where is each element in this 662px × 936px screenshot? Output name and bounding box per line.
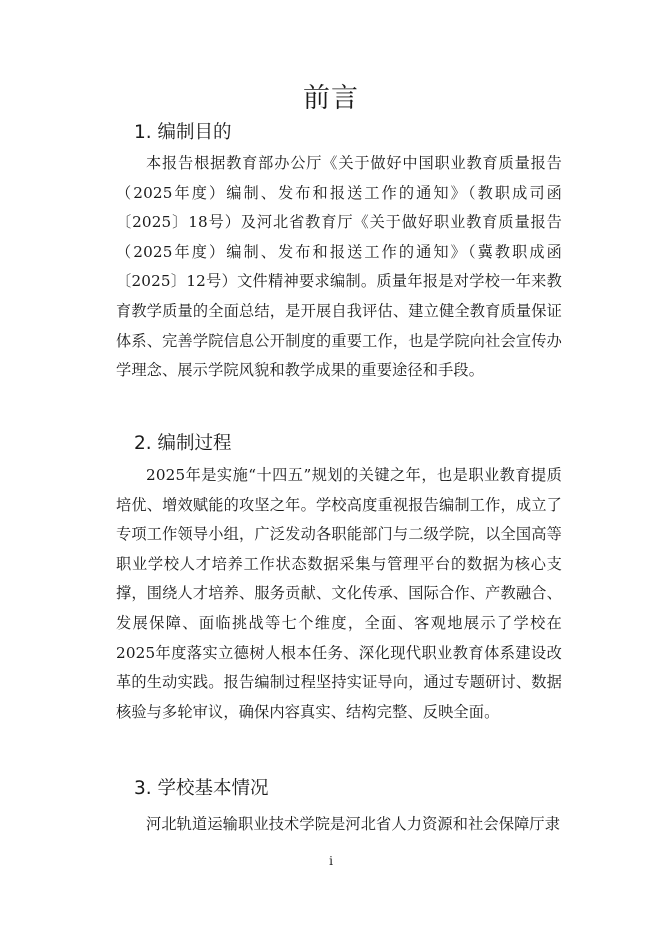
page-title: 前言	[303, 83, 359, 114]
section-paragraph-school-overview: 河北轨道运输职业技术学院是河北省人力资源和社会保障厅隶	[146, 815, 561, 833]
section-paragraph-process: 2025年是实施“十四五”规划的关键之年，也是职业教育提质培优、增效赋能的攻坚之年。学校高度重视报告编制工作，成立了专项工作领导小组，广泛发动各职能部门与二级学院，以全国高等职业学校人才培养工作状态数据采集与管理平台的数据为核心支撑，围绕人才培养、服务贡献、文化传承、国际合作、产教融合、发展保障、面临挑战等七个维度，全面、客观地展示了学校在2025年度落实立德树人根本任务、深化现代职业教育体系建设改革的生动实践。报告编制过程坚持实证导向，通过专题研讨、数据核验与多轮审议，确保内容真实、结构完整、反映全面。	[116, 466, 562, 721]
section-paragraph-purpose: 本报告根据教育部办公厅《关于做好中国职业教育质量报告（2025年度）编制、发布和报送工作的通知》（教职成司函〔2025〕18号）及河北省教育厅《关于做好职业教育质量报告（2025年度）编制、发布和报送工作的通知》（冀教职成函〔2025〕12号）文件精神要求编制。质量年报是对学校一年来教育教学质量的全面总结，是开展自我评估、建立健全教育质量保证体系、完善学院信息公开制度的重要工作，也是学院向社会宣传办学理念、展示学院风貌和教学成果的重要途径和手段。	[116, 154, 562, 380]
page-number: i	[329, 854, 333, 868]
section-heading-school-overview: 3. 学校基本情况	[134, 778, 269, 799]
section-heading-purpose: 1. 编制目的	[134, 122, 232, 143]
section-heading-process: 2. 编制过程	[134, 433, 232, 454]
